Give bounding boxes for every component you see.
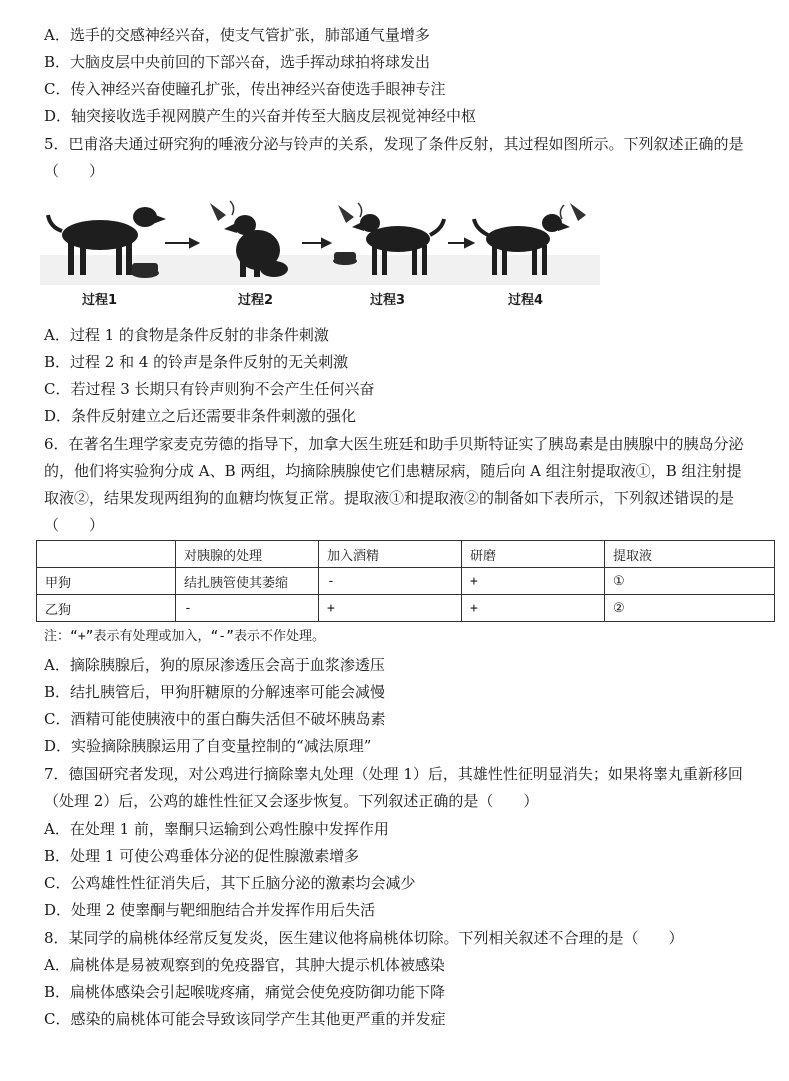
table-row xyxy=(37,568,775,595)
bell-1 xyxy=(210,201,234,221)
table-header-cell: 提取液 xyxy=(605,541,775,568)
q8-option-c: C．感染的扁桃体可能会导致该同学产生其他更严重的并发症 xyxy=(44,1010,446,1028)
q4-option-c: C．传入神经兴奋使瞳孔扩张，传出神经兴奋使选手眼神专注 xyxy=(44,80,446,98)
bell-2 xyxy=(338,203,362,223)
q4-option-b: B．大脑皮层中央前回的下部兴奋，选手挥动球拍将球发出 xyxy=(44,53,431,71)
table-cell: 结扎胰管使其萎缩 xyxy=(176,568,319,595)
figure-label-process-3: 过程3 xyxy=(370,293,406,308)
q6-option-b: B．结扎胰管后，甲狗肝糖原的分解速率可能会减慢 xyxy=(44,683,386,701)
arrow-3 xyxy=(448,239,473,247)
q6-option-c: C．酒精可能使胰液中的蛋白酶失活但不破坏胰岛素 xyxy=(44,710,386,728)
q7-stem-line-1: 7．德国研究者发现，对公鸡进行摘除睾丸处理（处理 1）后，其雄性性征明显消失；如果将睾丸重新移回 xyxy=(44,765,743,783)
table-cell: 甲狗 xyxy=(37,568,176,595)
table-row xyxy=(37,595,775,622)
arrow-1 xyxy=(165,239,198,247)
q7-stem-line-2: （处理 2）后，公鸡的雄性性征又会逐步恢复。下列叙述正确的是（ ） xyxy=(44,792,539,810)
q6-stem-line-1: 6．在著名生理学家麦克劳德的指导下，加拿大医生班廷和助手贝斯特证实了胰岛素是由胰腺中的胰岛分泌 xyxy=(44,435,744,453)
q8-stem: 8．某同学的扁桃体经常反复发炎，医生建议他将扁桃体切除。下列相关叙述不合理的是（ ） xyxy=(44,929,684,947)
table-cell: - xyxy=(176,595,319,622)
q6-table-note: 注：“+”表示有处理或加入，“-”表示不作处理。 xyxy=(44,629,325,644)
table-cell: ① xyxy=(605,568,775,595)
table-header-cell: 对胰腺的处理 xyxy=(176,541,319,568)
pavlov-dog-figure xyxy=(40,195,600,315)
q4-option-a: A．选手的交感神经兴奋，使支气管扩张，肺部通气量增多 xyxy=(44,26,430,44)
q7-option-d: D．处理 2 使睾酮与靶细胞结合并发挥作用后失活 xyxy=(44,901,376,919)
q6-answer-bracket: （ ） xyxy=(44,516,105,534)
bell-4 xyxy=(560,203,586,221)
q6-stem-line-3: 取液②，结果发现两组狗的血糖均恢复正常。提取液①和提取液②的制备如下表所示，下列叙述错误的是 xyxy=(44,489,735,507)
figure-label-process-2: 过程2 xyxy=(238,293,274,308)
arrow-2 xyxy=(302,239,330,247)
table-cell: 乙狗 xyxy=(37,595,176,622)
table-cell: + xyxy=(319,595,462,622)
q5-option-a: A．过程 1 的食物是条件反射的非条件刺激 xyxy=(44,326,329,344)
q5-answer-bracket: （ ） xyxy=(44,162,105,180)
table-cell: + xyxy=(462,568,605,595)
q6-preparation-table xyxy=(36,540,775,622)
table-cell: ② xyxy=(605,595,775,622)
table-header-row xyxy=(37,541,775,568)
q7-option-c: C．公鸡雄性性征消失后，其下丘脑分泌的激素均会减少 xyxy=(44,874,416,892)
q6-stem-line-2: 的，他们将实验狗分成 A、B 两组，均摘除胰腺使它们患糖尿病，随后向 A 组注射提取液①，B 组注射提 xyxy=(44,462,742,480)
table-header-cell: 研磨 xyxy=(462,541,605,568)
q7-option-b: B．处理 1 可使公鸡垂体分泌的促性腺激素增多 xyxy=(44,847,360,865)
table-cell: - xyxy=(319,568,462,595)
table-header-cell xyxy=(37,541,176,568)
q5-option-c: C．若过程 3 长期只有铃声则狗不会产生任何兴奋 xyxy=(44,380,375,398)
q4-option-d: D．轴突接收选手视网膜产生的兴奋并传至大脑皮层视觉神经中枢 xyxy=(44,107,477,125)
figure-label-process-1: 过程1 xyxy=(82,293,118,308)
q5-stem: 5．巴甫洛夫通过研究狗的唾液分泌与铃声的关系，发现了条件反射，其过程如图所示。下列叙述正确的是 xyxy=(44,135,744,153)
q5-option-d: D．条件反射建立之后还需要非条件刺激的强化 xyxy=(44,407,357,425)
q6-option-d: D．实验摘除胰腺运用了自变量控制的“减法原理” xyxy=(44,737,372,755)
q7-option-a: A．在处理 1 前，睾酮只运输到公鸡性腺中发挥作用 xyxy=(44,820,389,838)
q8-option-a: A．扁桃体是易被观察到的免疫器官，其肿大提示机体被感染 xyxy=(44,956,445,974)
figure-label-process-4: 过程4 xyxy=(508,293,544,308)
q6-option-a: A．摘除胰腺后，狗的原尿渗透压会高于血浆渗透压 xyxy=(44,656,385,674)
q5-option-b: B．过程 2 和 4 的铃声是条件反射的无关刺激 xyxy=(44,353,349,371)
q8-option-b: B．扁桃体感染会引起喉咙疼痛，痛觉会使免疫防御功能下降 xyxy=(44,983,446,1001)
table-cell: + xyxy=(462,595,605,622)
table-header-cell: 加入酒精 xyxy=(319,541,462,568)
